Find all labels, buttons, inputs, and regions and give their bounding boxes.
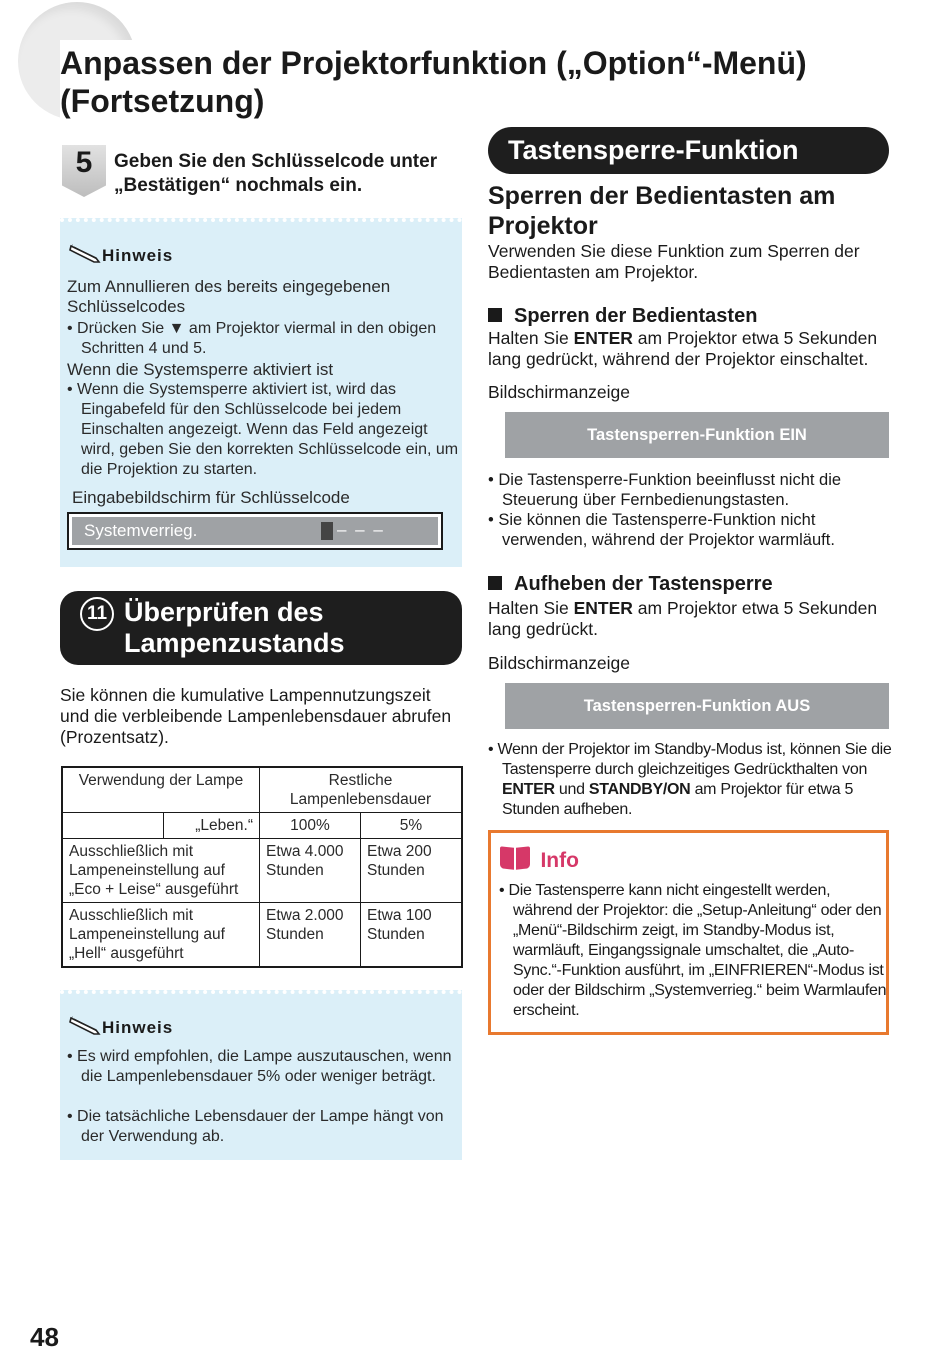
lock-bullet: • Sie können die Tastensperre-Funktion nicht verwenden, während der Projektor warmläuft.: [488, 511, 835, 549]
hint-header: [68, 1014, 458, 1038]
unlock-text-pre: Halten Sie: [488, 598, 574, 618]
standby-text-pre: • Wenn der Projektor im Standby-Modus ist, können Sie die Tastensperre durch gleichzeitiges Gedrückthalten von: [488, 741, 892, 778]
keycode-screen-bar: [72, 517, 438, 545]
table-cell: Ausschließlich mit Lampeneinstellung auf „Hell“ ausgeführt: [62, 903, 260, 968]
keylock-intro: Verwenden Sie diese Funktion zum Sperren der Bedientasten am Projektor.: [488, 241, 860, 282]
keycode-label: Systemverrieg.: [84, 521, 198, 540]
section-title: Tastensperre-Funktion: [508, 135, 799, 165]
table-cell: Etwa 200 Stunden: [361, 839, 463, 903]
lock-heading-text: Sperren der Bedientasten: [514, 305, 758, 327]
table-row: [62, 903, 462, 968]
key-label: STANDBY/ON: [588, 781, 691, 798]
hint-subheading: Wenn die Systemsperre aktiviert ist: [67, 360, 334, 379]
table-cell: 5%: [361, 813, 463, 839]
info-bullet: • Die Tastensperre kann nicht eingestellt werden, während der Projektor: die „Setup-Anleitung“ oder den „Menü“-Bildschirm zeigt, im Standby-Modus ist, warmläuft, Eingangssignale umschaltet, die „Auto-Sync.“-Funktion ausführt, im „EINFRIEREN“-Modus ist oder der Bildschirm „Systemverrieg.“ beim Warmlaufen erscheint.: [499, 882, 887, 1019]
hint-heading: Hinweis: [102, 1018, 174, 1037]
page-title: Anpassen der Projektorfunktion („Option“-Menü) (Fortsetzung): [60, 45, 807, 119]
section-title-keylock: [488, 127, 889, 174]
key-label: ENTER: [573, 598, 633, 618]
section-number: 11: [86, 603, 108, 624]
osd-caption: Bildschirmanzeige: [488, 653, 631, 673]
table-row: [62, 839, 462, 903]
lock-heading: [488, 305, 888, 328]
hint-subheading: Zum Annullieren des bereits eingegebenen Schlüsselcodes: [67, 277, 391, 316]
hint-bullet: • Wenn die Systemsperre aktiviert ist, wird das Eingabefeld für den Schlüsselcode bei jedem Einschalten angezeigt. Wenn das Feld angezeigt wird, geben Sie den korrekten Schlüsselcode ein, um die Projektion zu starten.: [67, 381, 459, 478]
keycode-digits: – – –: [337, 520, 385, 539]
table-cell: Etwa 100 Stunden: [361, 903, 463, 968]
lock-text-post: am Projektor etwa 5 Sekunden lang gedrückt, während der Projektor einschaltet.: [488, 328, 878, 369]
key-label: ENTER: [502, 781, 555, 798]
section-number-circle: [80, 597, 114, 631]
keylock-heading: Sperren der Bedientasten am Projektor: [488, 182, 836, 240]
hint-heading: Hinweis: [102, 246, 174, 265]
osd-keylock-on: Tastensperren-Funktion EIN: [505, 412, 889, 458]
step-text: Geben Sie den Schlüsselcode unter „Bestätigen“ nochmals ein.: [114, 151, 438, 196]
info-box: [488, 830, 889, 1035]
unlock-heading: [488, 573, 888, 596]
hint-bullet: • Die tatsächliche Lebensdauer der Lampe hängt von der Verwendung ab.: [67, 1108, 444, 1145]
standby-bullet: [488, 740, 904, 820]
lamp-table: [61, 766, 463, 968]
keycode-screen: [67, 512, 443, 550]
hint-box-2: [60, 990, 462, 1160]
standby-text-post: am Projektor für etwa 5 Stunden aufheben.: [502, 781, 854, 818]
info-heading: Info: [540, 849, 579, 872]
lock-bullet: • Die Tastensperre-Funktion beeinflusst nicht die Steuerung über Fernbedienungstasten.: [488, 471, 842, 509]
pencil-icon: [68, 242, 102, 264]
hint-bullet: • Es wird empfohlen, die Lampe auszutauschen, wenn die Lampenlebensdauer 5% oder weniger beträgt.: [67, 1048, 452, 1085]
square-bullet-icon: [488, 308, 502, 322]
screen-caption: Eingabebildschirm für Schlüsselcode: [72, 488, 350, 507]
table-cell-empty: [62, 813, 164, 839]
osd-caption: Bildschirmanzeige: [488, 382, 631, 402]
step-number: 5: [75, 146, 93, 179]
lock-text: [488, 328, 892, 370]
unlock-text: [488, 598, 892, 640]
page-number: 48: [30, 1322, 59, 1352]
hint-header: [68, 242, 458, 266]
table-cell: Etwa 4.000 Stunden: [260, 839, 361, 903]
section-title-line1: Überprüfen des: [124, 597, 324, 627]
lock-text-pre: Halten Sie: [488, 328, 574, 348]
section-title-line2: Lampenzustands: [124, 628, 345, 658]
table-cell: Ausschließlich mit Lampeneinstellung auf „Eco + Leise“ ausgeführt: [62, 839, 260, 903]
unlock-text-post: am Projektor etwa 5 Sekunden lang gedrückt.: [488, 598, 878, 639]
book-icon: [500, 847, 530, 871]
unlock-heading-text: Aufheben der Tastensperre: [514, 573, 773, 595]
section-title-lamp: [60, 591, 462, 665]
standby-text-mid: und: [554, 781, 589, 798]
osd-keylock-off: Tastensperren-Funktion AUS: [505, 683, 889, 729]
square-bullet-icon: [488, 576, 502, 590]
key-label: ENTER: [573, 328, 633, 348]
table-cell: „Leben.“: [164, 813, 260, 839]
hint-box-1: [60, 218, 462, 567]
table-header: Verwendung der Lampe: [62, 767, 260, 813]
table-header: Restliche Lampenlebensdauer: [260, 767, 463, 813]
info-header: [500, 847, 579, 873]
pencil-icon: [68, 1014, 102, 1036]
table-cell: Etwa 2.000 Stunden: [260, 903, 361, 968]
lamp-intro: Sie können die kumulative Lampennutzungszeit und die verbleibende Lampenlebensdauer abrufen (Prozentsatz).: [60, 685, 452, 747]
keycode-cursor: [321, 522, 333, 540]
table-cell: 100%: [260, 813, 361, 839]
hint-bullet: • Drücken Sie ▼ am Projektor viermal in den obigen Schritten 4 und 5.: [67, 320, 437, 357]
